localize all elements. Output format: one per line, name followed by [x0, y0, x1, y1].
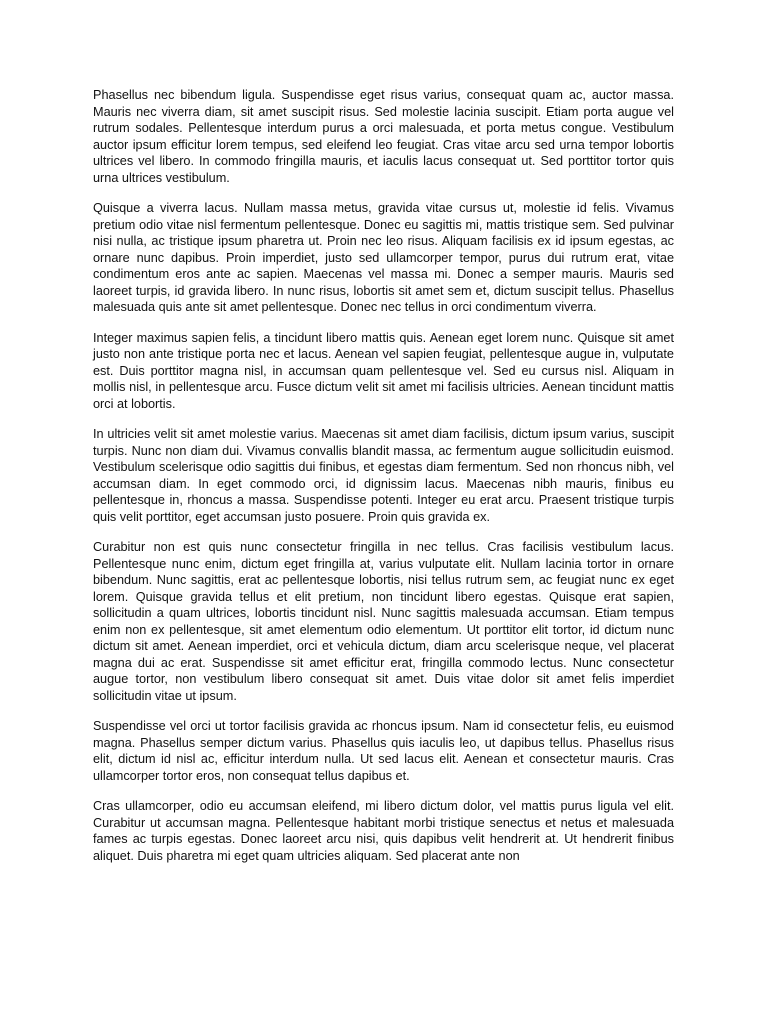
paragraph-1: Phasellus nec bibendum ligula. Suspendisse eget risus varius, consequat quam ac, auctor massa. Mauris nec viverra diam, sit amet suscipit risus. Sed molestie lacinia suscipit. Etiam porta augue vel rutrum sodales. Pellentesque interdum purus a orci malesuada, et porta metus congue. Vestibulum auctor ipsum efficitur lorem tempus, sed eleifend leo feugiat. Cras vitae arcu sed urna tempor lobortis ultrices vel libero. In commodo fringilla mauris, et iaculis lacus consequat ut. Sed porttitor tortor quis urna ultrices vestibulum.: [93, 88, 674, 185]
paragraph-5: Curabitur non est quis nunc consectetur fringilla in nec tellus. Cras facilisis vestibulum lacus. Pellentesque nunc enim, dictum eget fringilla at, varius vulputate elit. Nullam lacinia tortor in ornare bibendum. Nunc sagittis, erat ac pellentesque lobortis, nisi tellus rutrum sem, ac feugiat nunc ex eget lorem. Quisque gravida tellus et elit pretium, non tincidunt libero egestas. Quisque erat sapien, sollicitudin a quam ultrices, lobortis tincidunt nisl. Nunc sagittis malesuada accumsan. Etiam tempus enim non ex pellentesque, sit amet elementum odio elementum. Ut porttitor elit tortor, id dictum nunc dictum sit amet. Aenean imperdiet, orci et vehicula dictum, diam arcu scelerisque neque, vel placerat magna dui ac erat. Suspendisse sit amet efficitur erat, fringilla commodo lectus. Nunc consectetur augue tortor, non vestibulum libero consequat sit amet. Duis vitae dolor sit amet felis imperdiet sollicitudin vitae ut ipsum.: [93, 540, 674, 703]
paragraph-3: Integer maximus sapien felis, a tincidunt libero mattis quis. Aenean eget lorem nunc. Quisque sit amet justo non ante tristique porta nec et lacus. Aenean vel sapien feugiat, pellentesque augue in, vulputate est. Duis porttitor magna nisl, in accumsan quam pellentesque vel. Sed eu cursus nisl. Aliquam in mollis nisl, in pellentesque arcu. Fusce dictum velit sit amet mi facilisis ultricies. Aenean tincidunt mattis orci at lobortis.: [93, 330, 674, 411]
document-body: [93, 87, 674, 878]
paragraph-4: In ultricies velit sit amet molestie varius. Maecenas sit amet diam facilisis, dictum ipsum varius, suscipit turpis. Nunc non diam dui. Vivamus convallis blandit massa, ac fermentum augue sollicitudin euismod. Vestibulum scelerisque odio sagittis dui finibus, et egestas diam fermentum. Sed non rhoncus nibh, vel accumsan diam. In eget commodo orci, id dignissim lacus. Maecenas nibh mauris, finibus eu pellentesque in, rhoncus a massa. Suspendisse potenti. Integer eu erat arcu. Praesent tristique turpis quis velit porttitor, eget accumsan justo posuere. Proin quis gravida ex.: [93, 427, 674, 524]
paragraph-6: Suspendisse vel orci ut tortor facilisis gravida ac rhoncus ipsum. Nam id consectetur felis, eu euismod magna. Phasellus semper dictum varius. Phasellus quis iaculis leo, ut dapibus tellus. Phasellus risus elit, dictum id nisl ac, efficitur interdum nulla. Ut sed lacus elit. Aenean et consectetur mauris. Cras ullamcorper tortor eros, non consequat tellus dapibus et.: [93, 719, 674, 783]
paragraph-2: Quisque a viverra lacus. Nullam massa metus, gravida vitae cursus ut, molestie id felis. Vivamus pretium odio vitae nisl fermentum pellentesque. Donec eu sagittis mi, mattis tristique sem. Sed pulvinar nisi nulla, ac tristique ipsum pharetra ut. Proin nec leo risus. Aliquam facilisis ex id ipsum egestas, ac ornare nunc dapibus. Proin imperdiet, justo sed ullamcorper tempor, purus dui rutrum erat, vitae condimentum eros ante ac sapien. Maecenas vel massa mi. Donec a semper mauris. Mauris sed laoreet turpis, id gravida libero. In nunc risus, lobortis sit amet sem et, dictum suscipit tellus. Phasellus malesuada quis ante sit amet pellentesque. Donec nec tellus in orci condimentum viverra.: [93, 201, 674, 314]
paragraph-7: Cras ullamcorper, odio eu accumsan eleifend, mi libero dictum dolor, vel mattis purus ligula vel elit. Curabitur ut accumsan magna. Pellentesque habitant morbi tristique senectus et netus et malesuada fames ac turpis egestas. Donec laoreet arcu nisi, quis dapibus velit hendrerit at. Ut hendrerit finibus aliquet. Duis pharetra mi eget quam ultricies aliquam. Sed placerat ante non: [93, 799, 674, 863]
